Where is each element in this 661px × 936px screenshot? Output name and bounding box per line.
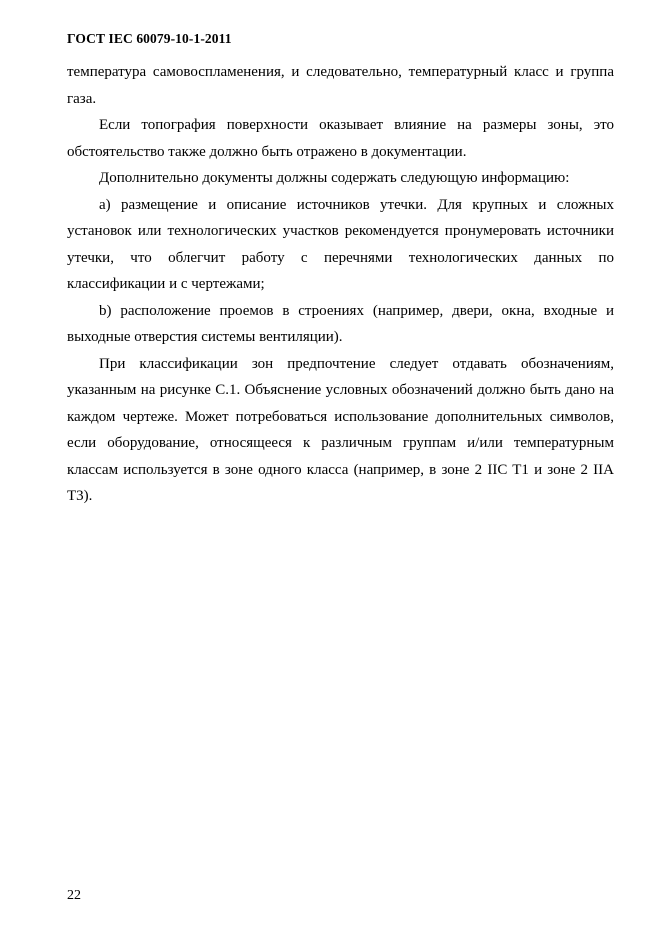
paragraph-classification: При классификации зон предпочтение следует отдавать обозначениям, указанным на рисунке С.1. Объяснение условных обозначений должно быть дано на каждом чертеже. Может потребоваться использование дополнительных символов, если оборудование, относящееся к различным группам и/или температурным классам используется в зоне одного класса (например, в зоне 2 IIC T1 и зоне 2 IIA T3). xyxy=(67,355,614,504)
document-code-header: ГОСТ IEC 60079-10-1-2011 xyxy=(67,31,232,46)
list-item-b: b) расположение проемов в строениях (например, двери, окна, входные и выходные отверстия системы вентиляции). xyxy=(67,302,614,345)
list-item-a: a) размещение и описание источников утечки. Для крупных и сложных установок или технологических участков рекомендуется пронумеровать источники утечки, что облегчит работу с перечнями технологических данных по классификации и с чертежами; xyxy=(67,196,614,292)
paragraph-topography: Если топография поверхности оказывает влияние на размеры зоны, это обстоятельство также должно быть отражено в документации. xyxy=(67,117,614,160)
paragraph-continuation: температура самовоспламенения, и следовательно, температурный класс и группа газа. xyxy=(67,64,614,107)
page-number: 22 xyxy=(67,888,81,903)
document-body xyxy=(67,59,614,510)
paragraph-additional-info: Дополнительно документы должны содержать следующую информацию: xyxy=(99,170,570,186)
